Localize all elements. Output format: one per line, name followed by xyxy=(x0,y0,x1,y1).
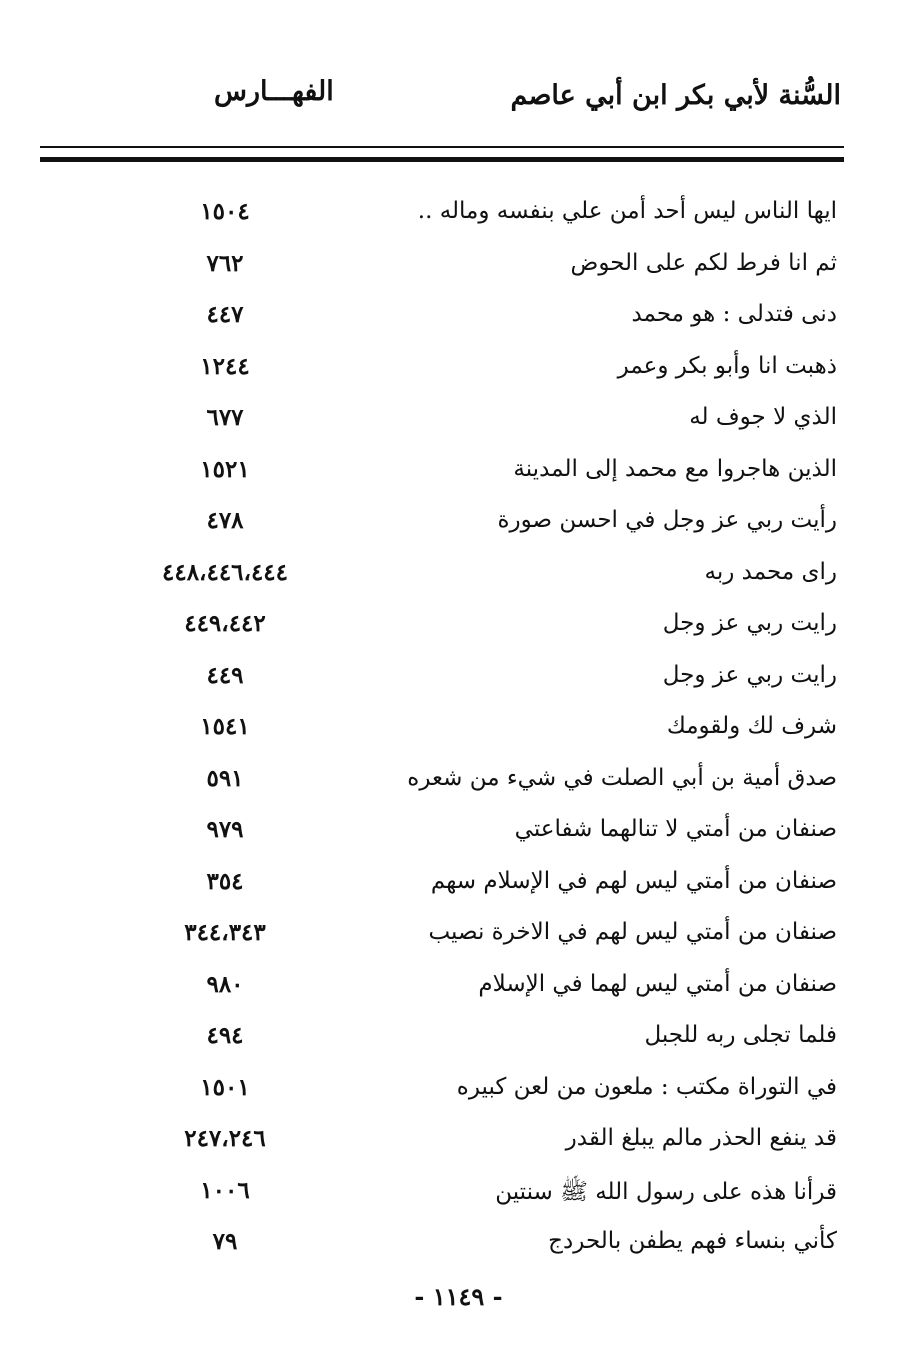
header-rule-thin xyxy=(40,146,844,148)
index-entry xyxy=(0,499,917,551)
entry-refs: ٤٤٧ xyxy=(206,301,244,328)
entry-text: دنى فتدلى : هو محمد xyxy=(631,301,837,327)
index-entry xyxy=(0,1169,917,1221)
entry-text: في التوراة مكتب : ملعون من لعن كبيره xyxy=(456,1073,837,1100)
entry-text: صنفان من أمتي لا تنالهما شفاعتي xyxy=(514,816,837,842)
entry-text: رايت ربي عز وجل xyxy=(662,661,837,688)
entry-text: ثم انا فرط لكم على الحوض xyxy=(570,249,837,276)
page-number: - ١١٤٩ - xyxy=(414,1282,503,1311)
index-entry xyxy=(0,345,917,397)
index-entry xyxy=(0,1014,917,1066)
entry-text: قد ينفع الحذر مالم يبلغ القدر xyxy=(565,1125,837,1151)
index-entry xyxy=(0,242,917,294)
entry-refs: ٩٧٩ xyxy=(206,816,244,843)
index-entry xyxy=(0,654,917,706)
entry-refs: ٣٥٤ xyxy=(206,867,244,895)
entry-text: رأيت ربي عز وجل في احسن صورة xyxy=(497,507,837,533)
index-entry xyxy=(0,860,917,912)
entry-text: صنفان من أمتي ليس لهم في الاخرة نصيب xyxy=(428,919,837,945)
entry-refs: ١٢٤٤ xyxy=(200,352,250,380)
section-title: الفهـــارس xyxy=(214,76,334,107)
entry-text: الذي لا جوف له xyxy=(689,404,837,430)
entry-text: راى محمد ربه xyxy=(704,558,837,585)
index-entry xyxy=(0,448,917,500)
entry-text: ذهبت انا وأبو بكر وعمر xyxy=(617,352,837,379)
entry-text: قرأنا هذه على رسول الله ﷺ سنتين xyxy=(495,1178,837,1205)
entry-refs: ١٥٠٤ xyxy=(200,198,250,225)
entry-refs: ٤٤٨،٤٤٦،٤٤٤ xyxy=(161,558,289,586)
entry-refs: ٧٦٢ xyxy=(206,249,244,277)
entry-refs: ٤٤٩ xyxy=(206,661,244,689)
entry-text: الذين هاجروا مع محمد إلى المدينة xyxy=(513,455,837,482)
entry-refs: ٧٩ xyxy=(212,1228,238,1255)
header-rule-thick xyxy=(40,157,844,162)
index-entry xyxy=(0,293,917,345)
entry-refs: ١٥٤١ xyxy=(200,713,250,740)
entry-refs: ٢٤٧،٢٤٦ xyxy=(184,1125,266,1152)
entry-refs: ٣٤٤،٣٤٣ xyxy=(184,919,266,946)
entry-refs: ٩٨٠ xyxy=(206,970,244,998)
entry-text: صنفان من أمتي ليس لهما في الإسلام xyxy=(478,970,837,997)
index-entry xyxy=(0,190,917,242)
entry-text: ايها الناس ليس أحد أمن علي بنفسه وماله .. xyxy=(417,198,837,224)
entry-refs: ٤٩٤ xyxy=(206,1022,244,1049)
entry-refs: ٦٧٧ xyxy=(206,404,244,431)
index-entry xyxy=(0,963,917,1015)
book-title: السُّنة لأبي بكر ابن أبي عاصم xyxy=(510,80,841,111)
index-list xyxy=(0,190,917,1272)
index-entry xyxy=(0,1066,917,1118)
index-entry xyxy=(0,911,917,963)
entry-text: صدق أمية بن أبي الصلت في شيء من شعره xyxy=(407,764,837,791)
index-entry xyxy=(0,1117,917,1169)
entry-text: صنفان من أمتي ليس لهم في الإسلام سهم xyxy=(430,867,837,894)
index-entry xyxy=(0,1220,917,1272)
index-entry xyxy=(0,396,917,448)
index-entry xyxy=(0,705,917,757)
entry-refs: ١٥٢١ xyxy=(200,455,250,483)
entry-text: فلما تجلى ربه للجبل xyxy=(644,1022,837,1048)
entry-refs: ٤٧٨ xyxy=(206,507,244,534)
index-entry xyxy=(0,808,917,860)
entry-text: رايت ربي عز وجل xyxy=(662,610,837,636)
index-entry xyxy=(0,602,917,654)
entry-refs: ١٠٠٦ xyxy=(200,1176,250,1204)
index-entry xyxy=(0,551,917,603)
entry-refs: ٤٤٩،٤٤٢ xyxy=(184,610,266,637)
entry-text: كأني بنساء فهم يطفن بالحردج xyxy=(548,1228,837,1254)
entry-refs: ١٥٠١ xyxy=(200,1073,250,1101)
index-entry xyxy=(0,757,917,809)
entry-text: شرف لك ولقومك xyxy=(666,713,837,739)
entry-refs: ٥٩١ xyxy=(206,764,244,792)
